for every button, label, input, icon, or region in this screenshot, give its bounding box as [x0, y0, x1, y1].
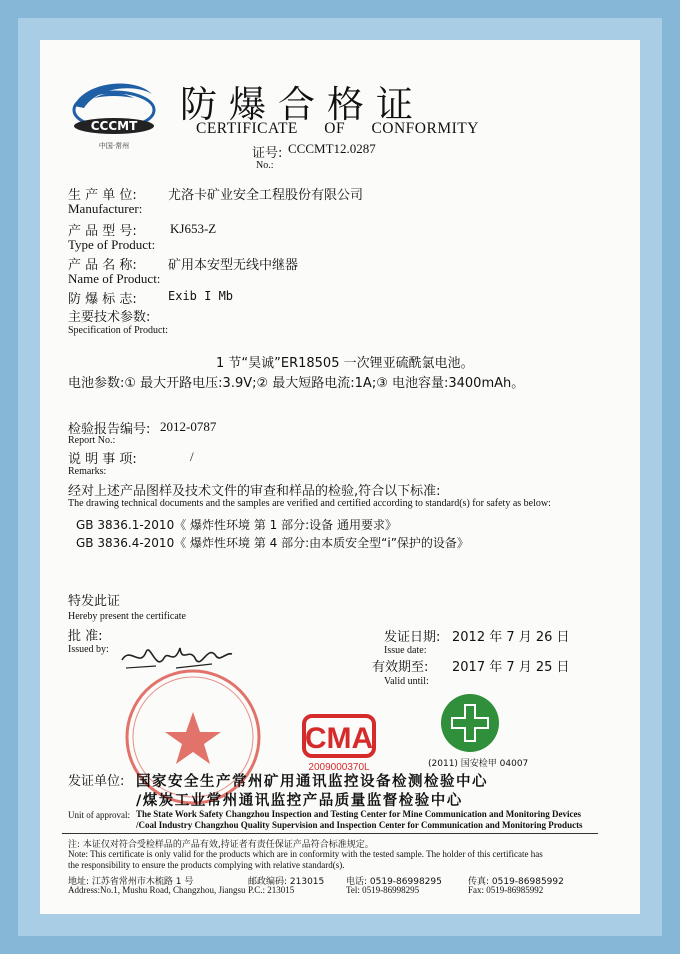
valid-en: Valid until: — [384, 676, 429, 687]
type-en: Type of Product: — [68, 237, 156, 252]
issued-by-label: 批 准: — [68, 629, 103, 644]
valid-value: 2017 年 7 月 25 日 — [452, 660, 570, 675]
cert-no-en: No.: — [256, 160, 274, 171]
spec-label: 主要技术参数: — [68, 310, 151, 325]
logo-subtext: 中国·常州 — [98, 142, 130, 150]
certificate-title-en: CERTIFICATE OF CONFORMITY — [196, 120, 479, 137]
divider — [62, 833, 598, 834]
name-label: 产 品 名 称: — [68, 258, 137, 273]
address-en: Address:No.1, Mushu Road, Changzhou, Jiangsu — [68, 885, 246, 895]
issue-date-en: Issue date: — [384, 645, 427, 656]
postcode-en: P.C.: 213015 — [248, 885, 295, 895]
spec-line-2: 电池参数:① 最大开路电压:3.9V;② 最大短路电流:1A;③ 电池容量:3400mAh。 — [68, 376, 525, 391]
present-en: Hereby present the certificate — [68, 611, 186, 622]
unit-name-en-2: /Coal Industry Changzhou Quality Supervision and Inspection Center for Communication and Monitoring Products — [136, 820, 583, 830]
postcode-cn: 邮政编码: 213015 — [248, 877, 325, 887]
name-value: 矿用本安型无线中继器 — [168, 258, 299, 273]
exmark-value: Exib I Mb — [168, 289, 234, 303]
valid-label: 有效期至: — [372, 660, 429, 675]
report-en: Report No.: — [68, 435, 116, 446]
statement-en: The drawing technical documents and the samples are verified and certified according to standard(s) for safety as below: — [68, 498, 551, 509]
certificate-title-cn: 防爆合格证 — [180, 83, 425, 126]
name-en: Name of Product: — [68, 271, 161, 286]
exmark-label: 防 爆 标 志: — [68, 292, 137, 307]
unit-label-en: Unit of approval: — [68, 810, 130, 820]
manufacturer-value: 尤洛卡矿业安全工程股份有限公司 — [168, 188, 364, 203]
remarks-en: Remarks: — [68, 466, 107, 477]
unit-name-cn-1: 国家安全生产常州矿用通讯监控设备检测检验中心 — [136, 774, 488, 790]
statement-cn: 经对上述产品图样及技术文件的审查和样品的检验,符合以下标准: — [68, 484, 441, 499]
cma-number: 2009000370L — [308, 762, 370, 773]
remarks-value: / — [190, 449, 194, 464]
safety-mark — [438, 692, 502, 754]
cccmt-logo — [64, 68, 162, 150]
spec-en: Specification of Product: — [68, 325, 168, 336]
remarks-label: 说 明 事 项: — [68, 452, 137, 467]
report-value: 2012-0787 — [160, 419, 217, 434]
unit-label: 发证单位: — [68, 774, 125, 789]
issue-date-label: 发证日期: — [384, 630, 441, 645]
issued-by-en: Issued by: — [68, 644, 109, 655]
type-label: 产 品 型 号: — [68, 224, 137, 239]
type-value: KJ653-Z — [170, 221, 217, 236]
spec-line-1: 1 节“昊诚”ER18505 一次锂亚硫酰氯电池。 — [216, 356, 474, 371]
present-label: 特发此证 — [68, 594, 121, 609]
fax-en: Fax: 0519-86985992 — [468, 885, 544, 895]
manufacturer-en: Manufacturer: — [68, 201, 143, 216]
tel-cn: 电话: 0519-86998295 — [346, 877, 442, 887]
unit-name-cn-2: /煤炭工业常州通讯监控产品质量监督检验中心 — [136, 793, 463, 809]
note-cn: 注: 本证仅对符合受检样品的产品有效,持证者有责任保证产品符合标准规定。 — [68, 840, 374, 850]
note-en-2: the responsibility to ensure the products complying with relative standard(s). — [68, 860, 345, 870]
manufacturer-label: 生 产 单 位: — [68, 188, 137, 203]
safety-mark-text: (2011) 国安检甲 04007 — [428, 759, 529, 769]
standard-1: GB 3836.1-2010《 爆炸性环境 第 1 部分:设备 通用要求》 — [76, 518, 397, 532]
note-en-1: Note: This certificate is only valid for the products which are in conformity with the tested sample. The holder of this certificate has — [68, 849, 543, 859]
tel-en: Tel: 0519-86998295 — [346, 885, 420, 895]
unit-name-en-1: The State Work Safety Changzhou Inspection and Testing Center for Mine Communication and Monitoring Devices — [136, 809, 582, 819]
fax-cn: 传真: 0519-86985992 — [468, 877, 564, 887]
issue-date-value: 2012 年 7 月 26 日 — [452, 630, 570, 645]
standard-2: GB 3836.4-2010《 爆炸性环境 第 4 部分:由本质安全型“i”保护的设备》 — [76, 536, 469, 550]
cma-text: CMA — [304, 722, 374, 755]
address-cn: 地址: 江苏省常州市木梳路 1 号 — [68, 877, 194, 887]
logo-text: CCCMT — [90, 119, 138, 133]
cert-no-label: 证号: — [252, 146, 283, 161]
cert-no-value: CCCMT12.0287 — [288, 141, 376, 156]
report-label: 检验报告编号: — [68, 422, 151, 437]
cma-mark — [298, 712, 380, 774]
certificate-paper — [40, 40, 640, 914]
